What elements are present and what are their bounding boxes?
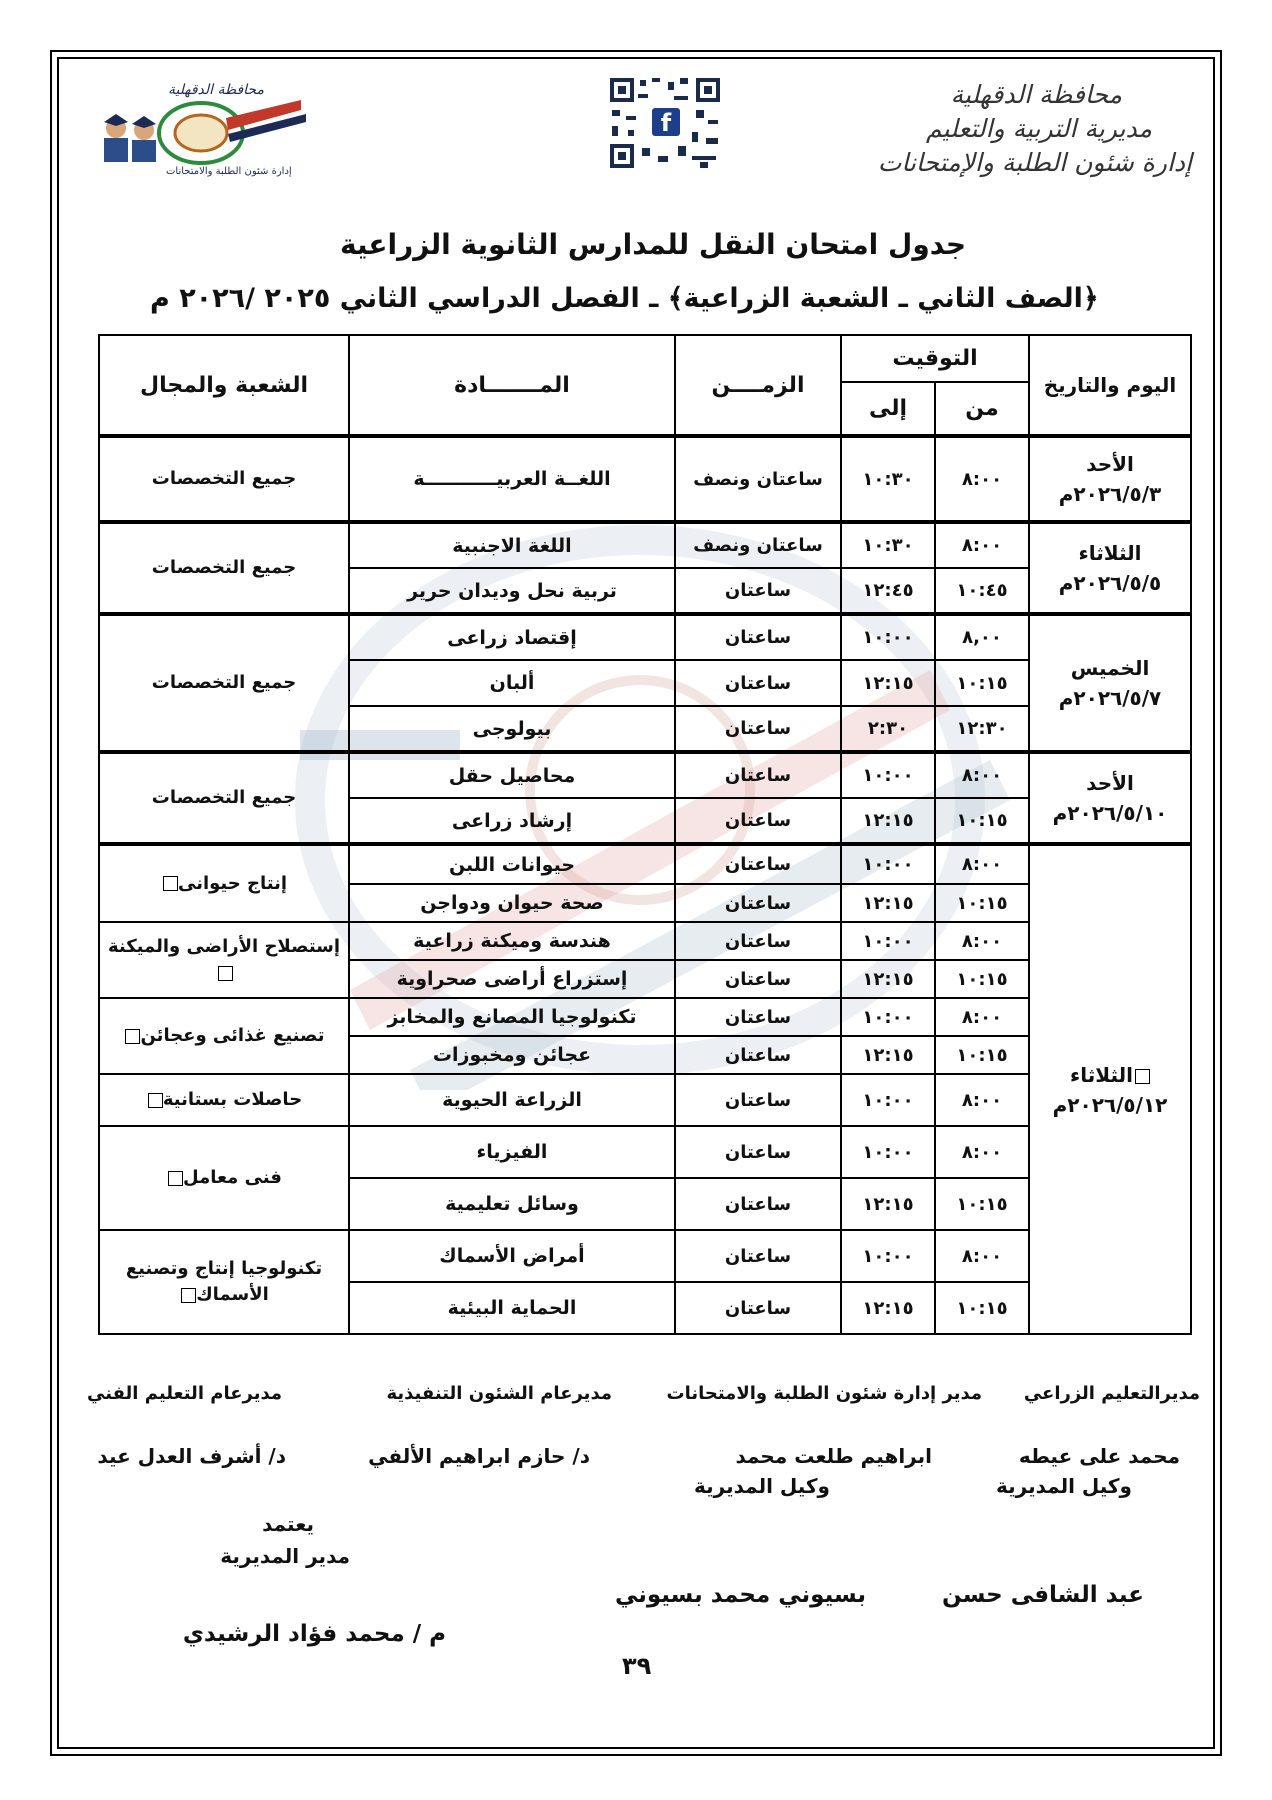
field-cell: جميع التخصصات	[99, 436, 349, 522]
checkbox-icon	[218, 966, 233, 981]
logo-subtitle: إدارة شئون الطلبة والامتحانات	[166, 166, 292, 177]
field-cell: تكنولوجيا إنتاج وتصنيع الأسماك	[99, 1230, 349, 1334]
signature-extra-2: بسيوني محمد بسيوني	[614, 1582, 866, 1608]
subject-cell: إستزراع أراضى صحراوية	[349, 960, 675, 998]
subject-cell: هندسة وميكنة زراعية	[349, 922, 675, 960]
checkbox-icon	[163, 876, 178, 891]
signature-name-2: ابراهيم طلعت محمد	[735, 1444, 932, 1468]
from-cell: ٨:٠٠	[935, 844, 1029, 884]
svg-text:f: f	[660, 109, 672, 137]
subject-cell: إرشاد زراعى	[349, 798, 675, 844]
from-cell: ٨:٠٠	[935, 922, 1029, 960]
subject-cell: تربية نحل وديدان حرير	[349, 568, 675, 614]
signature-title-exams: مدير إدارة شئون الطلبة والامتحانات	[666, 1383, 982, 1404]
col-header-to: إلى	[841, 382, 935, 436]
from-cell: ١٠:١٥	[935, 660, 1029, 706]
duration-cell: ساعتان	[675, 798, 841, 844]
duration-cell: ساعتان	[675, 1282, 841, 1334]
from-cell: ١٠:١٥	[935, 1178, 1029, 1230]
to-cell: ١٠:٠٠	[841, 1230, 935, 1282]
to-cell: ١٢:٤٥	[841, 568, 935, 614]
signature-role-2: وكيل المديرية	[694, 1474, 830, 1498]
duration-cell: ساعتان	[675, 844, 841, 884]
table-row	[99, 998, 1191, 1036]
to-cell: ١٠:٣٠	[841, 522, 935, 568]
subject-cell: عجائن ومخبوزات	[349, 1036, 675, 1074]
duration-cell: ساعتان ونصف	[675, 522, 841, 568]
from-cell: ١٠:١٥	[935, 1036, 1029, 1074]
from-cell: ٨,٠٠	[935, 614, 1029, 660]
directorate-logo	[96, 78, 316, 178]
exam-schedule-table	[98, 334, 1192, 1335]
subject-cell: الحماية البيئية	[349, 1282, 675, 1334]
signature-name-3: د/ حازم ابراهيم الألفي	[368, 1444, 590, 1468]
col-header-duration: الزمــــن	[675, 335, 841, 436]
subject-cell: تكنولوجيا المصانع والمخابز	[349, 998, 675, 1036]
table-row	[99, 922, 1191, 960]
col-header-timing: التوقيت	[841, 335, 1029, 382]
checkbox-icon	[125, 1029, 140, 1044]
subject-cell: محاصيل حقل	[349, 752, 675, 798]
logo-title: محافظة الدقهلية	[168, 82, 264, 98]
duration-cell: ساعتان	[675, 706, 841, 752]
subject-cell: صحة حيوان ودواجن	[349, 884, 675, 922]
duration-cell: ساعتان	[675, 998, 841, 1036]
department-label: إدارة شئون الطلبة والإمتحانات	[877, 148, 1192, 177]
duration-cell: ساعتان	[675, 922, 841, 960]
from-cell: ٨:٠٠	[935, 522, 1029, 568]
table-row	[99, 1230, 1191, 1282]
checkbox-icon	[168, 1171, 183, 1186]
to-cell: ١٢:١٥	[841, 884, 935, 922]
duration-cell: ساعتان	[675, 568, 841, 614]
approver-name: م / محمد فؤاد الرشيدي	[182, 1621, 446, 1647]
to-cell: ١٠:٣٠	[841, 436, 935, 522]
duration-cell: ساعتان	[675, 614, 841, 660]
from-cell: ١٠:١٥	[935, 960, 1029, 998]
table-row	[99, 1074, 1191, 1126]
to-cell: ١٠:٠٠	[841, 1126, 935, 1178]
from-cell: ١٢:٣٠	[935, 706, 1029, 752]
to-cell: ١٢:١٥	[841, 798, 935, 844]
from-cell: ١٠:١٥	[935, 1282, 1029, 1334]
table-row	[99, 614, 1191, 660]
checkbox-icon	[148, 1093, 163, 1108]
table-row	[99, 752, 1191, 798]
signature-name-4: د/ أشرف العدل عيد	[97, 1444, 286, 1468]
duration-cell: ساعتان	[675, 1074, 841, 1126]
from-cell: ١٠:١٥	[935, 798, 1029, 844]
checkbox-icon	[1135, 1069, 1150, 1084]
duration-cell: ساعتان	[675, 1178, 841, 1230]
to-cell: ١٢:١٥	[841, 660, 935, 706]
subject-cell: اللغة الاجنبية	[349, 522, 675, 568]
col-header-field: الشعبة والمجال	[99, 335, 349, 436]
signature-title-exec: مديرعام الشئون التنفيذية	[386, 1383, 612, 1404]
to-cell: ١٠:٠٠	[841, 844, 935, 884]
to-cell: ١٠:٠٠	[841, 1074, 935, 1126]
day-cell: الثلاثاء ٢٠٢٦/٥/١٢م	[1029, 844, 1191, 1334]
subject-cell: ألبان	[349, 660, 675, 706]
signature-title-agri: مديرالتعليم الزراعي	[1023, 1383, 1200, 1404]
subject-cell: الزراعة الحيوية	[349, 1074, 675, 1126]
to-cell: ١٠:٠٠	[841, 752, 935, 798]
col-header-from: من	[935, 382, 1029, 436]
approve-label: يعتمد	[262, 1512, 314, 1536]
from-cell: ١٠:٤٥	[935, 568, 1029, 614]
page-subtitle: ﴿الصف الثاني ـ الشعبة الزراعية﴾ ـ الفصل الدراسي الثاني ٢٠٢٥ /٢٠٢٦ م	[150, 283, 1099, 314]
duration-cell: ساعتان	[675, 1230, 841, 1282]
directorate-header	[878, 78, 1192, 180]
subject-cell: إقتصاد زراعى	[349, 614, 675, 660]
duration-cell: ساعتان	[675, 660, 841, 706]
table-header-row	[99, 335, 1191, 382]
from-cell: ١٠:١٥	[935, 884, 1029, 922]
to-cell: ١٠:٠٠	[841, 922, 935, 960]
duration-cell: ساعتان	[675, 1036, 841, 1074]
day-cell: الثلاثاء ٢٠٢٦/٥/٥م	[1029, 522, 1191, 614]
subject-cell: الفيزياء	[349, 1126, 675, 1178]
duration-cell: ساعتان	[675, 960, 841, 998]
to-cell: ١٢:١٥	[841, 1282, 935, 1334]
duration-cell: ساعتان	[675, 1126, 841, 1178]
field-cell: جميع التخصصات	[99, 614, 349, 752]
subject-cell: أمراض الأسماك	[349, 1230, 675, 1282]
field-cell: فنى معامل	[99, 1126, 349, 1230]
col-header-subject: المـــــــادة	[349, 335, 675, 436]
day-cell: الأحد ٢٠٢٦/٥/١٠م	[1029, 752, 1191, 844]
field-cell: تصنيع غذائى وعجائن	[99, 998, 349, 1074]
signature-extra-1: عبد الشافى حسن	[942, 1582, 1144, 1608]
col-header-day: اليوم والتاريخ	[1029, 335, 1191, 436]
duration-cell: ساعتان ونصف	[675, 436, 841, 522]
subject-cell: وسائل تعليمية	[349, 1178, 675, 1230]
day-cell: الخميس ٢٠٢٦/٥/٧م	[1029, 614, 1191, 752]
table-row	[99, 436, 1191, 522]
directorate-label: مديرية التربية والتعليم	[925, 114, 1152, 143]
page-title: جدول امتحان النقل للمدارس الثانوية الزراعية	[340, 228, 967, 261]
to-cell: ٢:٣٠	[841, 706, 935, 752]
duration-cell: ساعتان	[675, 752, 841, 798]
table-row	[99, 844, 1191, 884]
field-cell: جميع التخصصات	[99, 522, 349, 614]
day-cell: الأحد ٢٠٢٦/٥/٣م	[1029, 436, 1191, 522]
table-row	[99, 522, 1191, 568]
from-cell: ٨:٠٠	[935, 1230, 1029, 1282]
field-cell: حاصلات بستانية	[99, 1074, 349, 1126]
from-cell: ٨:٠٠	[935, 436, 1029, 522]
signature-name-1: محمد على عيطه	[1018, 1444, 1180, 1468]
from-cell: ٨:٠٠	[935, 752, 1029, 798]
subject-cell: اللغــة العربيـــــــــــة	[349, 436, 675, 522]
field-cell: إنتاج حيوانى	[99, 844, 349, 922]
governorate-label: محافظة الدقهلية	[950, 80, 1122, 109]
table-row	[99, 1126, 1191, 1178]
approve-role: مدير المديرية	[220, 1544, 350, 1568]
subject-cell: بيولوجى	[349, 706, 675, 752]
to-cell: ١٢:١٥	[841, 1036, 935, 1074]
field-cell: إستصلاح الأراضى والميكنة	[99, 922, 349, 998]
to-cell: ١٠:٠٠	[841, 998, 935, 1036]
checkbox-icon	[181, 1288, 196, 1303]
field-cell: جميع التخصصات	[99, 752, 349, 844]
signature-title-tech: مديرعام التعليم الفني	[87, 1383, 282, 1404]
signature-role-1: وكيل المديرية	[996, 1474, 1132, 1498]
from-cell: ٨:٠٠	[935, 1074, 1029, 1126]
to-cell: ١٢:١٥	[841, 1178, 935, 1230]
from-cell: ٨:٠٠	[935, 1126, 1029, 1178]
from-cell: ٨:٠٠	[935, 998, 1029, 1036]
qr-code-icon	[608, 76, 722, 170]
to-cell: ١٢:١٥	[841, 960, 935, 998]
to-cell: ١٠:٠٠	[841, 614, 935, 660]
duration-cell: ساعتان	[675, 884, 841, 922]
subject-cell: حيوانات اللبن	[349, 844, 675, 884]
page-number: ٣٩	[622, 1652, 652, 1680]
